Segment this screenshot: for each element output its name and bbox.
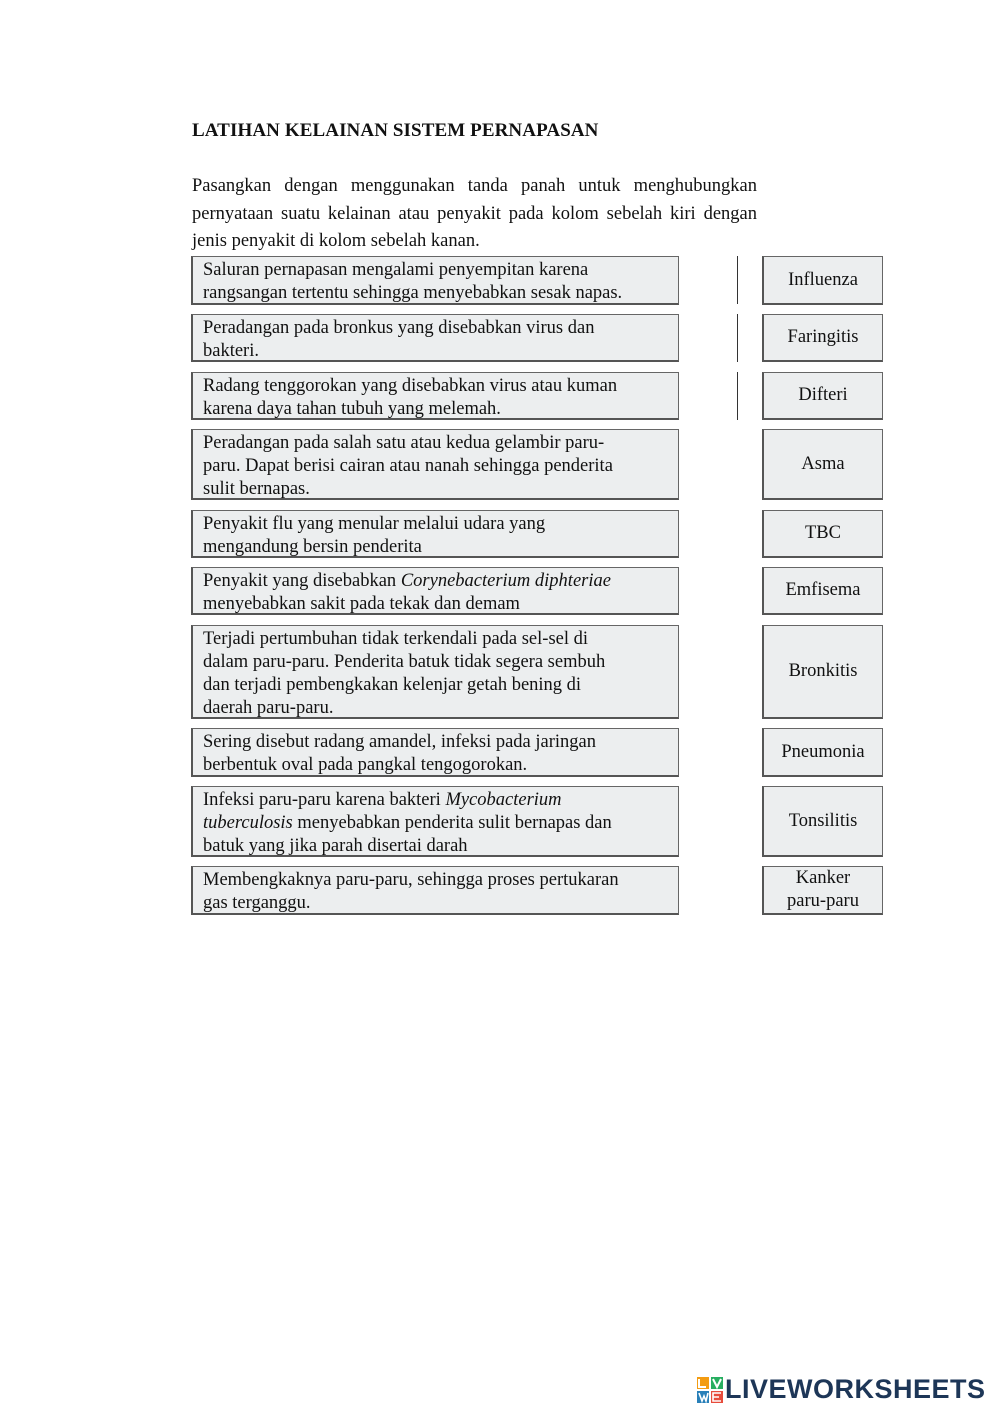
statement-line: Sering disebut radang amandel, infeksi pada jaringan (203, 732, 596, 752)
answer-emfisema[interactable]: Emfisema (762, 567, 883, 615)
liveworksheets-logo-icon (697, 1377, 723, 1403)
species-name: Mycobacterium (445, 790, 562, 810)
statement-line: Terjadi pertumbuhan tidak terkendali pada sel-sel di (203, 629, 589, 649)
statement-line: gas terganggu. (203, 893, 311, 913)
connector-line (737, 256, 738, 304)
statement-line: bakteri. (203, 341, 259, 361)
species-name: tuberculosis (203, 813, 293, 833)
answer-faringitis[interactable]: Faringitis (762, 314, 883, 362)
answer-tonsilitis[interactable]: Tonsilitis (762, 786, 883, 857)
answer-line: paru-paru (787, 891, 859, 911)
statement-box-10[interactable] (191, 866, 679, 915)
statement-line: Membengkaknya paru-paru, sehingga proses pertukaran (203, 870, 619, 890)
statement-line: mengandung bersin penderita (203, 537, 422, 557)
statement-line: berbentuk oval pada pangkal tengogorokan. (203, 755, 528, 775)
species-name: Corynebacterium diphteriae (400, 571, 611, 591)
statement-line: batuk yang jika parah disertai darah (203, 836, 468, 856)
statement-box-8[interactable] (191, 728, 679, 777)
statement-line: dalam paru-paru. Penderita batuk tidak segera sembuh (203, 652, 606, 672)
answer-line: Kanker (795, 868, 851, 888)
instruction-text: Pasangkan dengan menggunakan tanda panah untuk menghubungkan pernyataan suatu kelainan atau penyakit pada kolom sebelah kiri dengan jenis penyakit di kolom sebelah kanan. (192, 176, 757, 251)
statement-line: Peradangan pada salah satu atau kedua gelambir paru- (203, 433, 605, 453)
statement-line: Saluran pernapasan mengalami penyempitan karena (203, 260, 589, 280)
statement-line (203, 789, 668, 812)
statement-box-1[interactable] (191, 256, 679, 305)
answer-kanker-paru-paru[interactable] (762, 866, 883, 915)
statement-line (203, 570, 668, 593)
statement-line: karena daya tahan tubuh yang melemah. (203, 399, 501, 419)
statement-box-3[interactable] (191, 372, 679, 420)
statement-line: rangsangan tertentu sehingga menyebabkan sesak napas. (203, 283, 623, 303)
answer-difteri[interactable]: Difteri (762, 372, 883, 420)
liveworksheets-logo (697, 1374, 986, 1405)
statement-line (203, 812, 668, 835)
statement-text: menyebabkan penderita sulit bernapas dan (292, 813, 612, 833)
statement-line: menyebabkan sakit pada tekak dan demam (203, 594, 520, 614)
statement-line: Penyakit flu yang menular melalui udara yang (203, 514, 546, 534)
connector-line (737, 314, 738, 362)
statement-box-4[interactable] (191, 429, 679, 500)
answer-tbc[interactable]: TBC (762, 510, 883, 558)
statement-line: paru. Dapat berisi cairan atau nanah sehingga penderita (203, 456, 613, 476)
statement-line: daerah paru-paru. (203, 698, 334, 718)
statement-text: Infeksi paru-paru karena bakteri (203, 790, 446, 810)
statement-text: Penyakit yang disebabkan (203, 571, 401, 591)
statement-line: sulit bernapas. (203, 479, 310, 499)
answer-bronkitis[interactable]: Bronkitis (762, 625, 883, 719)
statement-line: dan terjadi pembengkakan kelenjar getah bening di (203, 675, 582, 695)
statement-box-2[interactable] (191, 314, 679, 362)
statement-line: Peradangan pada bronkus yang disebabkan virus dan (203, 318, 595, 338)
statement-box-7[interactable] (191, 625, 679, 719)
answer-influenza[interactable]: Influenza (762, 256, 883, 305)
answer-asma[interactable]: Asma (762, 429, 883, 500)
answer-pneumonia[interactable]: Pneumonia (762, 728, 883, 777)
statement-box-9[interactable] (191, 786, 679, 857)
statement-line: Radang tenggorokan yang disebabkan virus atau kuman (203, 376, 618, 396)
statement-box-6[interactable] (191, 567, 679, 615)
worksheet-title: LATIHAN KELAINAN SISTEM PERNAPASAN (192, 120, 599, 141)
connector-line (737, 372, 738, 420)
brand-name: LIVEWORKSHEETS (725, 1374, 986, 1404)
statement-box-5[interactable] (191, 510, 679, 558)
